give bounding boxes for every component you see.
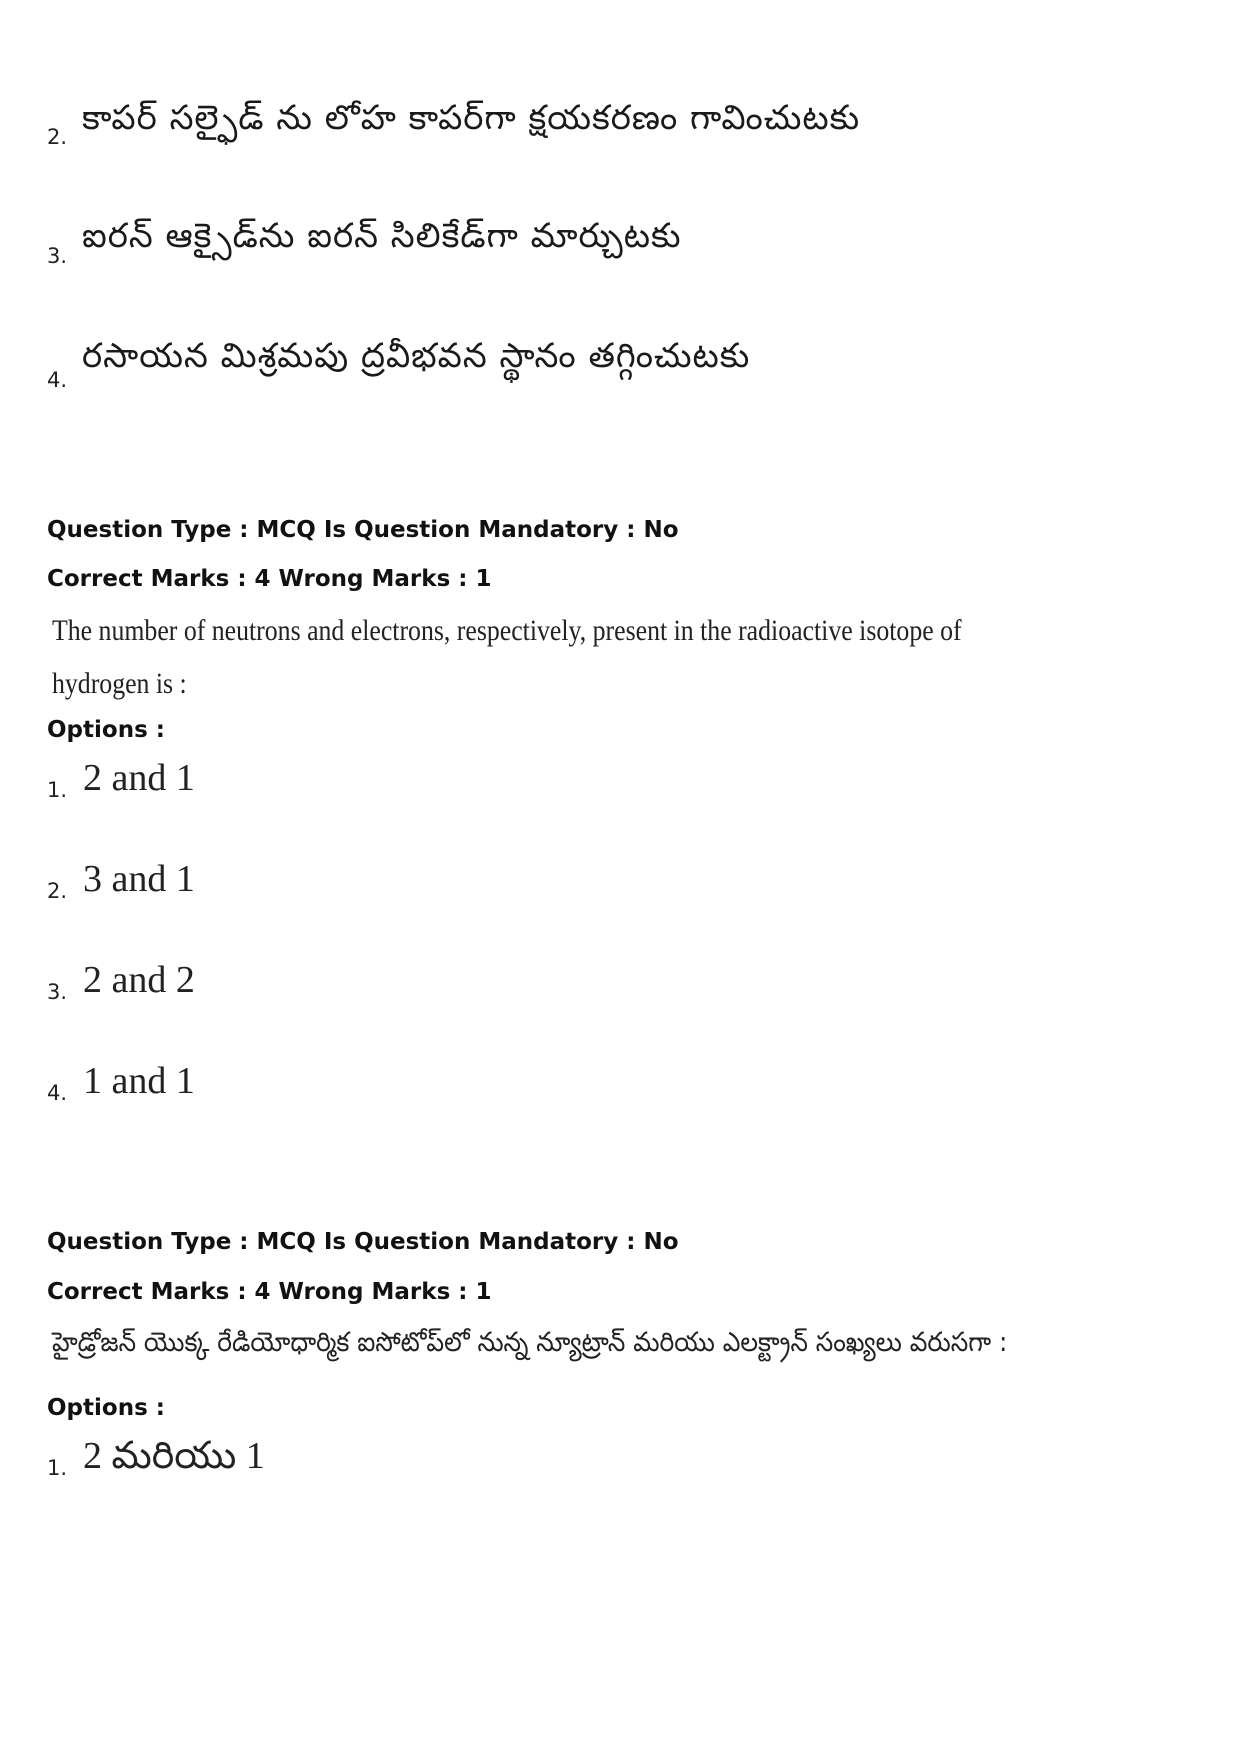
option-1-number-telugu: 1. (47, 1456, 68, 1480)
question-text-line-1: The number of neutrons and electrons, respectively, present in the radioactive isotope of (52, 614, 962, 647)
option-4-number: 4. (47, 1081, 68, 1105)
options-label: Options : (47, 717, 165, 743)
option-4-text: 1 and 1 (83, 1060, 195, 1102)
question-text-telugu: హైడ్రోజన్ యొక్క రేడియోధార్మిక ఐసోటోప్‌లో నున్న న్యూట్రాన్ మరియు ఎలక్ట్రాన్ సంఖ్యలు వరుసగా : (52, 1327, 1008, 1358)
option-1-text: 2 and 1 (83, 757, 195, 799)
prev-option-3-number: 3. (47, 244, 68, 268)
prev-option-2-text: కాపర్ సల్ఫైడ్ ను లోహ కాపర్‌గా క్షయకరణం గావించుటకు (82, 98, 861, 138)
question-text (52, 604, 962, 710)
prev-option-2-number: 2. (47, 125, 68, 149)
prev-option-3-text: ఐరన్ ఆక్సైడ్‌ను ఐరన్ సిలికేడ్‌గా మార్చుటకు (82, 216, 682, 256)
option-1-text-telugu: 2 మరియు 1 (83, 1435, 265, 1477)
marks-line: Correct Marks : 4 Wrong Marks : 1 (47, 566, 492, 592)
question-type-line-telugu: Question Type : MCQ Is Question Mandatory : No (47, 1229, 679, 1255)
option-3-text: 2 and 2 (83, 959, 195, 1001)
option-2-text: 3 and 1 (83, 858, 195, 900)
option-2-number: 2. (47, 879, 68, 903)
question-type-line: Question Type : MCQ Is Question Mandatory : No (47, 517, 679, 543)
options-label-telugu: Options : (47, 1395, 165, 1421)
question-text-line-2: hydrogen is : (52, 667, 187, 700)
option-3-number: 3. (47, 980, 68, 1004)
marks-line-telugu: Correct Marks : 4 Wrong Marks : 1 (47, 1279, 492, 1305)
prev-option-4-text: రసాయన మిశ్రమపు ద్రవీభవన స్థానం తగ్గించుటకు (82, 336, 751, 376)
option-1-number: 1. (47, 778, 68, 802)
prev-option-4-number: 4. (47, 368, 68, 392)
